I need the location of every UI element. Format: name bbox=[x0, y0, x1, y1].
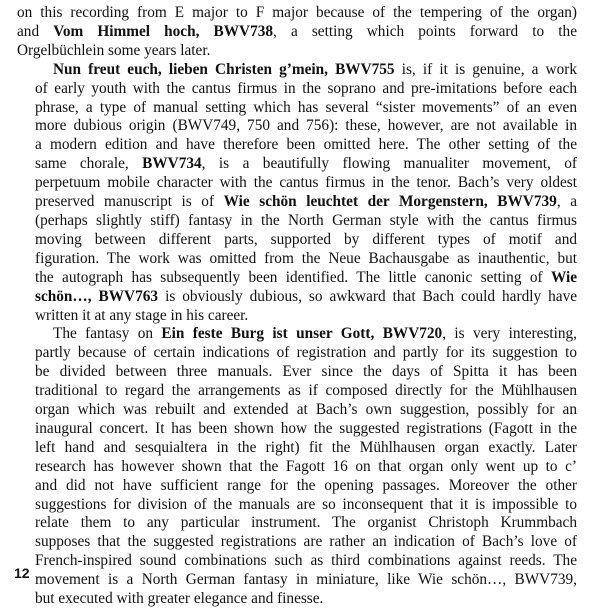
text-line bbox=[17, 250, 577, 269]
text-run: the autograph has subsequently been identified. The little canonic setting of bbox=[35, 268, 551, 286]
text-run: relate them to any particular instrument. The organist Christoph Krummbach bbox=[35, 514, 577, 532]
bold-title: Vom Himmel hoch, BWV738 bbox=[53, 22, 274, 40]
bold-title: BWV734 bbox=[142, 155, 202, 173]
bold-title: Ein feste Burg ist unser Gott, BWV720 bbox=[161, 325, 443, 343]
text-line bbox=[17, 42, 577, 61]
text-line bbox=[17, 590, 577, 609]
text-run: more dubious origin (BWV749, 750 and 756): these, however, are not available in bbox=[35, 117, 577, 135]
text-run: but executed with greater elegance and finesse. bbox=[35, 590, 324, 608]
text-line bbox=[17, 496, 577, 515]
text-run: movement is a North German fantasy in miniature, like Wie schön…, BWV739, bbox=[35, 571, 577, 589]
text-run: left hand and sesquialtera in the right) fit the Mühlhausen organ exactly. Later bbox=[35, 438, 577, 456]
text-run: moving between different parts, supported by different types of motif and bbox=[35, 230, 577, 248]
text-line bbox=[17, 458, 577, 477]
text-line bbox=[17, 344, 577, 363]
text-run: research has however shown that the Fagott 16 on that organ only went up to c’ bbox=[35, 457, 577, 475]
text-run: same chorale, bbox=[35, 155, 143, 173]
text-line bbox=[17, 155, 577, 174]
bold-title: schön…, BWV763 bbox=[35, 287, 159, 305]
text-line bbox=[17, 80, 577, 99]
text-run: and did not have sufficient range for the opening passages. Moreover the other bbox=[35, 476, 577, 494]
bold-title: Wie bbox=[550, 268, 577, 286]
text-run: a modern edition and have therefore been omitted here. The other setting of the bbox=[35, 136, 577, 154]
text-line bbox=[17, 307, 577, 326]
text-line bbox=[17, 269, 577, 288]
text-run: , is a beautifully flowing manualiter movement, of bbox=[201, 155, 577, 173]
bold-title: Nun freut euch, lieben Christen g’mein, BWV755 bbox=[53, 60, 395, 78]
text-run: , a setting which points forward to the bbox=[273, 22, 577, 40]
body-text bbox=[17, 4, 577, 609]
text-line bbox=[17, 401, 577, 420]
text-line bbox=[17, 477, 577, 496]
text-run: and bbox=[17, 22, 54, 40]
text-run: on this recording from E major to F major because of the tempering of the organ) bbox=[17, 4, 577, 21]
text-run: phrase, a type of manual setting which has several “sister movements” of an even bbox=[35, 98, 577, 116]
text-run: , is very interesting, bbox=[442, 325, 577, 343]
text-run: preserved manuscript is of bbox=[35, 193, 224, 211]
text-run: figuration. The work was omitted from the Neue Bachausgabe as inauthentic, but bbox=[35, 249, 577, 267]
text-line bbox=[17, 420, 577, 439]
text-run: written it at any stage in his career. bbox=[35, 306, 249, 324]
text-run: (perhaps slightly stiff) fantasy in the North German style with the cantus firmus bbox=[35, 211, 577, 229]
text-line bbox=[17, 231, 577, 250]
paragraph bbox=[17, 61, 577, 326]
text-run: is obviously dubious, so awkward that Bach could hardly have bbox=[158, 287, 578, 305]
text-run: , a bbox=[556, 193, 577, 211]
text-line bbox=[17, 514, 577, 533]
text-run: traditional to regard the arrangements as if composed directly for the Mühlhausen bbox=[35, 382, 577, 400]
text-line bbox=[17, 552, 577, 571]
text-line bbox=[17, 382, 577, 401]
text-run: organ which was rebuilt and extended at Bach’s own suggestion, possibly for an bbox=[35, 401, 577, 419]
text-line bbox=[17, 61, 577, 80]
text-run: suggestions for division of the manuals are so inconsequent that it is impossible to bbox=[35, 495, 577, 513]
text-line bbox=[17, 533, 577, 552]
text-line bbox=[17, 4, 577, 23]
text-line bbox=[17, 288, 577, 307]
text-line bbox=[17, 439, 577, 458]
text-run: partly because of certain indications of registration and partly for its suggestion to bbox=[35, 344, 577, 362]
paragraph bbox=[17, 325, 577, 609]
text-run: inaugural concert. It has been shown how the suggested registrations (Fagott in the bbox=[35, 419, 577, 437]
text-line bbox=[17, 136, 577, 155]
bold-title: Wie schön leuchtet der Morgenstern, BWV739 bbox=[223, 193, 557, 211]
text-line bbox=[17, 325, 577, 344]
text-line bbox=[17, 193, 577, 212]
text-line bbox=[17, 23, 577, 42]
text-line bbox=[17, 363, 577, 382]
text-line bbox=[17, 174, 577, 193]
text-line bbox=[17, 117, 577, 136]
text-line bbox=[17, 99, 577, 118]
page-number: 12 bbox=[14, 565, 30, 581]
text-run: is, if it is genuine, a work bbox=[394, 60, 577, 78]
text-line bbox=[17, 571, 577, 590]
text-run: be divided between three manuals. Ever since the days of Spitta it has been bbox=[35, 363, 577, 381]
text-run: of early youth with the cantus firmus in the soprano and pre-imitations before each bbox=[35, 79, 577, 97]
text-run: perpetuum mobile character with the cantus firmus in the tenor. Bach’s very oldest bbox=[35, 174, 577, 192]
text-line bbox=[17, 212, 577, 231]
paragraph bbox=[17, 4, 577, 61]
text-run: French-inspired sound combinations such as third combinations against reeds. The bbox=[35, 552, 577, 570]
text-run: The fantasy on bbox=[53, 325, 162, 343]
text-run: Orgelbüchlein some years later. bbox=[17, 41, 211, 59]
text-run: supposes that the suggested registrations are rather an indication of Bach’s love of bbox=[35, 533, 577, 551]
